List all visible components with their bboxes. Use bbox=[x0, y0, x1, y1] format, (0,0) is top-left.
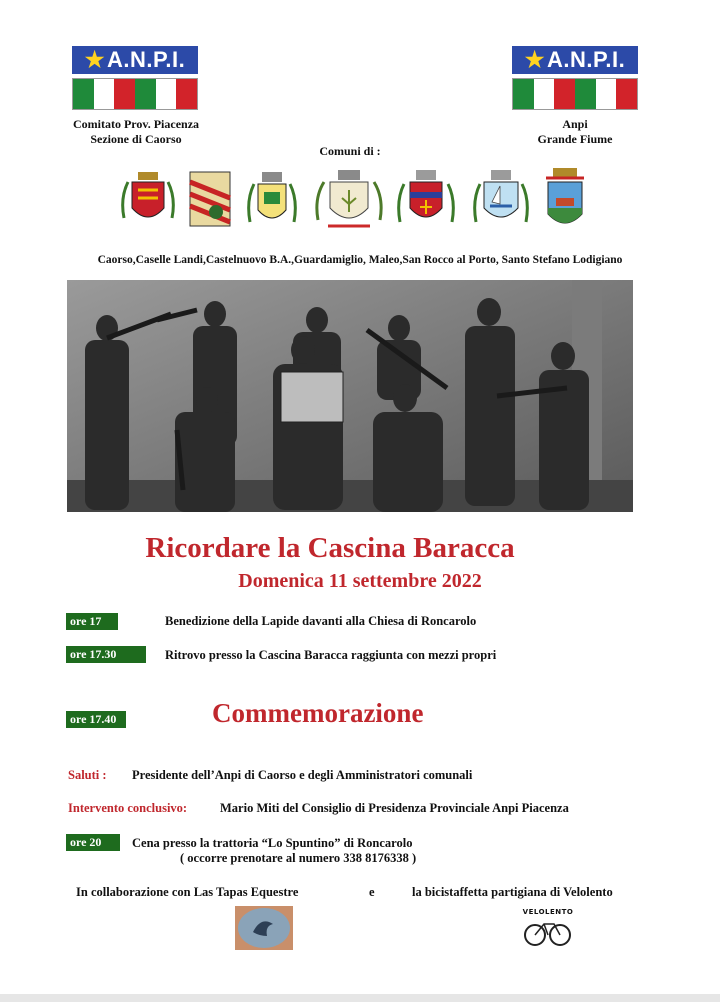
time-badge-2: ore 17.30 bbox=[66, 646, 146, 663]
schedule-item-2: Ritrovo presso la Cascina Baracca raggiunta con mezzi propri bbox=[165, 648, 497, 662]
velolento-logo bbox=[516, 908, 580, 950]
committee-name: Comitato Prov. Piacenza bbox=[72, 117, 200, 131]
collab-prefix: In collaborazione con Las Tapas Equestre bbox=[76, 885, 299, 899]
header-left bbox=[56, 117, 216, 147]
time-badge-3: ore 17.40 bbox=[66, 711, 126, 728]
santo-stefano-crest-icon bbox=[542, 168, 588, 234]
velolento-logo-text: VELOLENTO bbox=[522, 908, 574, 916]
partisans-photo bbox=[67, 280, 633, 512]
schedule-item-1: Benedizione della Lapide davanti alla Chiesa di Roncarolo bbox=[165, 614, 477, 628]
las-tapas-logo-icon bbox=[235, 906, 293, 950]
header-right bbox=[505, 117, 645, 147]
collab-partner2: la bicistaffetta partigiana di Velolento bbox=[412, 885, 613, 899]
dinner-booking: ( occorre prenotare al numero 338 8176338 ) bbox=[180, 851, 417, 865]
intervento-label: Intervento conclusivo: bbox=[68, 801, 188, 815]
caselle-landi-crest-icon bbox=[188, 168, 232, 234]
anpi-logo-right: ★A.N.P.I. bbox=[512, 46, 638, 108]
guardamiglio-crest-icon bbox=[314, 168, 384, 234]
maleo-crest-icon bbox=[396, 168, 456, 234]
bottom-bar bbox=[0, 994, 720, 1002]
caorso-crest-icon bbox=[120, 168, 176, 234]
event-title: Ricordare la Cascina Baracca bbox=[145, 532, 515, 564]
grande-fiume-label: Grande Fiume bbox=[537, 132, 613, 146]
collab-conj: e bbox=[369, 885, 375, 899]
time-badge-4: ore 20 bbox=[66, 834, 120, 851]
castelnuovo-crest-icon bbox=[246, 168, 298, 234]
intervento-text: Mario Miti del Consiglio di Presidenza Provinciale Anpi Piacenza bbox=[220, 801, 569, 815]
saluti-text: Presidente dell’Anpi di Caorso e degli Amministratori comunali bbox=[132, 768, 473, 782]
saluti-label: Saluti : bbox=[68, 768, 107, 782]
comuni-label: Comuni di : bbox=[319, 144, 381, 158]
anpi-label: Anpi bbox=[562, 117, 588, 131]
san-rocco-crest-icon bbox=[472, 168, 530, 234]
event-date: Domenica 11 settembre 2022 bbox=[238, 570, 482, 592]
section-name: Sezione di Caorso bbox=[90, 132, 182, 146]
commemorazione-heading: Commemorazione bbox=[212, 698, 424, 728]
municipalities-list: Caorso,Caselle Landi,Castelnuovo B.A.,Guardamiglio, Maleo,San Rocco al Porto, Santo Stefano Lodigiano bbox=[97, 254, 623, 266]
anpi-logo-left: ★A.N.P.I. bbox=[72, 46, 198, 108]
dinner-text: Cena presso la trattoria “Lo Spuntino” di Roncarolo bbox=[132, 836, 413, 850]
bicycle-icon bbox=[522, 918, 574, 948]
time-badge-1: ore 17 bbox=[66, 613, 118, 630]
